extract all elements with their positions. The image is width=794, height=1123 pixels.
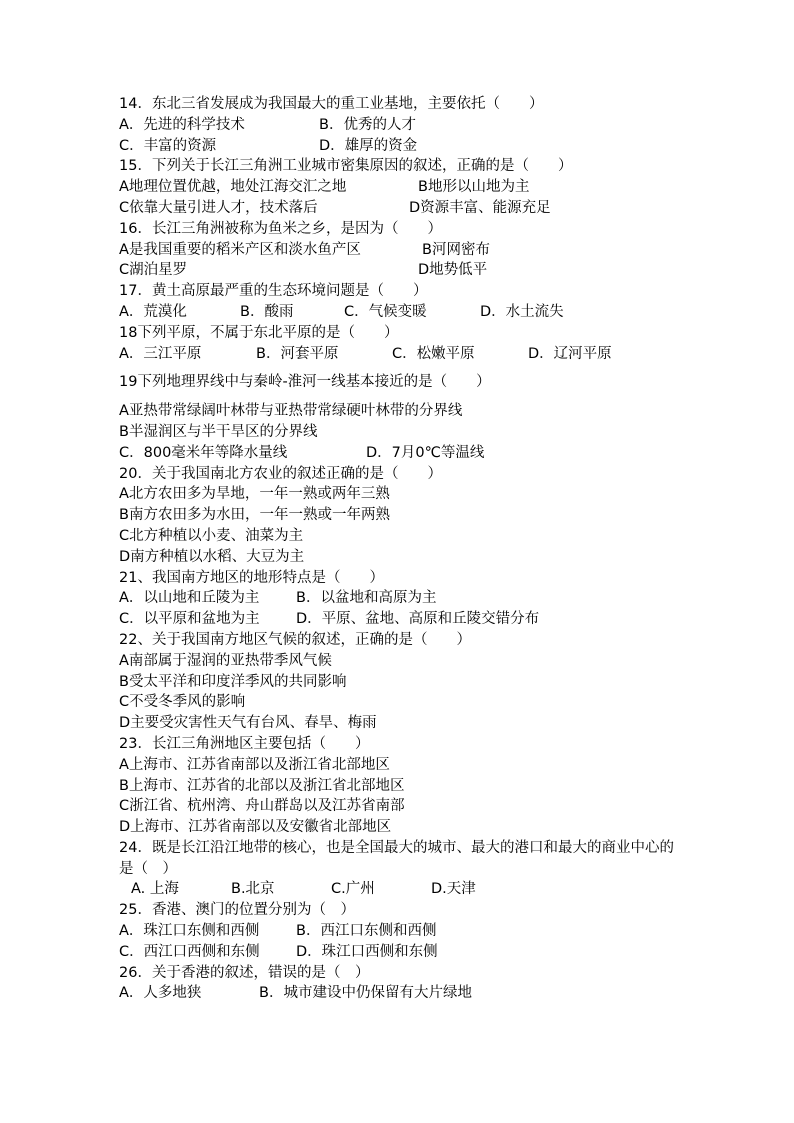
option: C浙江省、杭州湾、舟山群岛以及江苏省南部 <box>119 798 405 815</box>
option-row <box>119 422 679 443</box>
option: C．西江口西侧和东侧 <box>119 943 260 960</box>
option-row <box>119 260 679 281</box>
question-stem: 17．黄土高原最严重的生态环境问题是（ ） <box>119 283 428 300</box>
option: A南部属于湿润的亚热带季风气候 <box>119 652 332 669</box>
question-stem: 24．既是长江沿江地带的核心，也是全国最大的城市、最大的港口和最大的商业中心的是（ ） <box>119 839 674 877</box>
option: A．珠江口东侧和西侧 <box>119 923 260 940</box>
option: B受太平洋和印度洋季风的共同影响 <box>119 673 347 690</box>
option: A亚热带常绿阔叶林带与亚热带常绿硬叶林带的分界线 <box>119 403 463 420</box>
question-stem: 15．下列关于长江三角洲工业城市密集原因的叙述，正确的是（ ） <box>119 158 573 175</box>
option: A．三江平原 <box>119 345 202 362</box>
option: D．雄厚的资金 <box>319 137 418 154</box>
option-row <box>119 136 679 157</box>
option-row <box>119 755 679 776</box>
question-stem: 22、关于我国南方地区气候的叙述，正确的是（ ） <box>119 631 471 648</box>
option-row <box>119 692 679 713</box>
option: A．先进的科学技术 <box>119 116 245 133</box>
option: D资源丰富、能源充足 <box>409 199 551 216</box>
option: A．以山地和丘陵为主 <box>119 590 260 607</box>
option-row <box>119 401 679 422</box>
option: A是我国重要的稻米产区和淡水鱼产区 <box>119 241 361 258</box>
question-stem: 19下列地理界线中与秦岭-淮河一线基本接近的是（ ） <box>119 374 491 391</box>
option-row <box>119 115 679 136</box>
option: D．辽河平原 <box>528 345 612 362</box>
question-stem: 23．长江三角洲地区主要包括（ ） <box>119 735 370 752</box>
option-row <box>119 344 679 365</box>
option: B半湿润区与半干旱区的分界线 <box>119 423 318 440</box>
option: C．以平原和盆地为主 <box>119 611 260 628</box>
option: B地形以山地为主 <box>418 179 530 196</box>
option: D．珠江口西侧和东侧 <box>296 943 438 960</box>
option-row <box>119 651 679 672</box>
option-row <box>119 879 679 900</box>
option-row <box>119 713 679 734</box>
question-stem: 25．香港、澳门的位置分别为（ ） <box>119 902 355 919</box>
option: A．荒漠化 <box>119 303 187 320</box>
option-row <box>119 672 679 693</box>
option: C湖泊星罗 <box>119 262 188 279</box>
option-row <box>119 302 679 323</box>
option: D．水土流失 <box>480 303 564 320</box>
option: C．气候变暖 <box>344 303 427 320</box>
option: A北方农田多为旱地，一年一熟或两年三熟 <box>119 486 390 503</box>
option: B．西江口东侧和西侧 <box>296 923 437 940</box>
option: C北方种植以小麦、油菜为主 <box>119 527 304 544</box>
question-list <box>119 94 679 1004</box>
option: C.广州 <box>331 881 375 898</box>
option: D南方种植以水稻、大豆为主 <box>119 548 305 565</box>
option: B．以盆地和高原为主 <box>296 590 437 607</box>
option: B．酸雨 <box>240 303 294 320</box>
option: A上海市、江苏省南部以及浙江省北部地区 <box>119 756 390 773</box>
option: C．松嫩平原 <box>392 345 475 362</box>
question-stem: 14．东北三省发展成为我国最大的重工业基地，主要依托（ ） <box>119 96 544 112</box>
option-row <box>119 177 679 198</box>
option-row <box>119 796 679 817</box>
option-row <box>119 505 679 526</box>
option: A. 上海 <box>131 881 179 898</box>
option: D.天津 <box>431 881 476 898</box>
option: B河网密布 <box>422 241 490 258</box>
option: B．城市建设中仍保留有大片绿地 <box>259 985 472 1002</box>
question-stem: 16．长江三角洲被称为鱼米之乡，是因为（ ） <box>119 220 442 237</box>
option-row <box>119 443 679 464</box>
option-row <box>119 609 679 630</box>
option: D．7月0℃等温线 <box>366 444 485 461</box>
question-stem: 20．关于我国南北方农业的叙述正确的是（ ） <box>119 465 442 482</box>
option-row <box>119 588 679 609</box>
option: D上海市、江苏省南部以及安徽省北部地区 <box>119 819 392 836</box>
option: A．人多地狭 <box>119 985 202 1002</box>
option: C．丰富的资源 <box>119 137 217 154</box>
option: B．河套平原 <box>256 345 339 362</box>
option: C．800毫米年等降水量线 <box>119 444 288 461</box>
option-row <box>119 983 679 1004</box>
option: C不受冬季风的影响 <box>119 694 246 711</box>
option: B.北京 <box>231 881 275 898</box>
option: C依靠大量引进人才，技术落后 <box>119 199 318 216</box>
option-row <box>119 526 679 547</box>
option-row <box>119 817 679 838</box>
question-stem: 18下列平原，不属于东北平原的是（ ） <box>119 324 399 341</box>
option: D主要受灾害性天气有台风、春旱、梅雨 <box>119 715 377 732</box>
question-stem: 21、我国南方地区的地形特点是（ ） <box>119 569 384 586</box>
option: B南方农田多为水田，一年一熟或一年两熟 <box>119 507 390 524</box>
option: B上海市、江苏省的北部以及浙江省北部地区 <box>119 777 405 794</box>
option: B．优秀的人才 <box>319 116 416 133</box>
option-row <box>119 921 679 942</box>
option: D地势低平 <box>418 262 488 279</box>
option-row <box>119 776 679 797</box>
option-row <box>119 240 679 261</box>
question-stem: 26．关于香港的叙述，错误的是（ ） <box>119 964 370 981</box>
option: A地理位置优越，地处江海交汇之地 <box>119 179 347 196</box>
option-row <box>119 484 679 505</box>
option-row <box>119 942 679 963</box>
option: D．平原、盆地、高原和丘陵交错分布 <box>296 611 540 628</box>
option-row <box>119 547 679 568</box>
option-row <box>119 198 679 219</box>
